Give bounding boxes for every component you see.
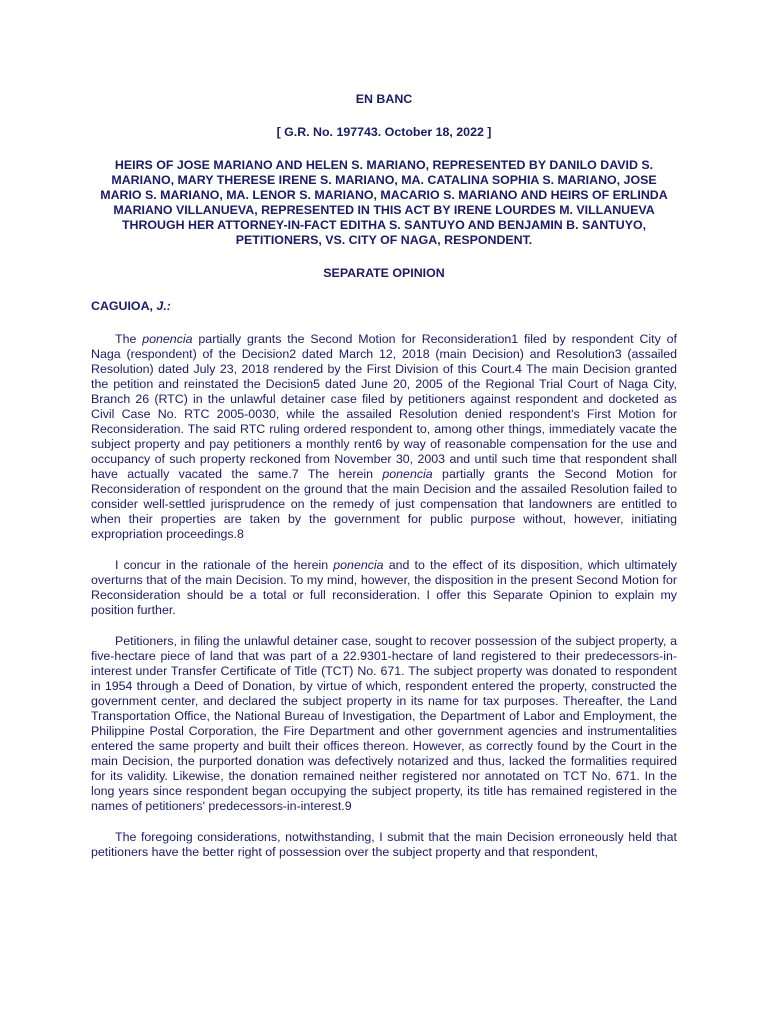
court-division-heading: EN BANC	[355, 92, 413, 106]
paragraph-2	[91, 558, 677, 618]
gr-number-heading: [ G.R. No. 197743. October 18, 2022 ]	[276, 125, 492, 139]
paragraph-2-text-a: I concur in the rationale of the herein	[115, 558, 334, 572]
case-title-heading: HEIRS OF JOSE MARIANO AND HELEN S. MARIANO, REPRESENTED BY DANILO DAVID S. MARIANO, MARY THERESE IRENE S. MARIANO, MA. CATALINA SOPHIA S. MARIANO, JOSE MARIO S. MARIANO, MA. LENOR S. MARIANO, MACARIO S. MARIANO AND HEIRS OF ERLINDA MARIANO VILLANUEVA, REPRESENTED IN THIS ACT BY IRENE LOURDES M. VILLANUEVA THROUGH HER ATTORNEY-IN-FACT EDITHA S. SANTUYO AND BENJAMIN B. SANTUYO, PETITIONERS, VS. CITY OF NAGA, RESPONDENT.	[100, 158, 668, 247]
author-title: J.:	[156, 299, 171, 313]
paragraph-1-text-a: The	[115, 332, 143, 346]
paragraph-1-text-e: partially grants the Second Motion for Reconsideration of respondent on the ground that the main Decision and the assailed Resolution failed to consider well-settled jurisprudence on the remedy of just compensation that landowners are entitled to when their properties are taken by the government for public purpose without, however, initiating expropriation proceedings.8	[91, 467, 677, 541]
author-line	[91, 299, 677, 314]
opinion-type-heading: SEPARATE OPINION	[323, 266, 445, 280]
paragraph-2-text-c: and to the effect of its disposition, which ultimately overturns that of the main Decision. To my mind, however, the disposition in the present Second Motion for Reconsideration should be a total or full reconsideration. I offer this Separate Opinion to explain my position further.	[91, 558, 677, 617]
document-page	[91, 92, 677, 876]
paragraph-4: The foregoing considerations, notwithstanding, I submit that the main Decision erroneously held that petitioners have the better right of possession over the subject property and that respondent,	[91, 830, 677, 859]
paragraph-1-text-c: partially grants the Second Motion for Reconsideration1 filed by respondent City of Naga (respondent) of the Decision2 dated March 12, 2018 (main Decision) and Resolution3 (assailed Resolution) dated July 23, 2018 rendered by the First Division of this Court.4 The main Decision granted the petition and reinstated the Decision5 dated June 20, 2005 of the Regional Trial Court of Naga City, Branch 26 (RTC) in the unlawful detainer case filed by petitioners against respondent and docketed as Civil Case No. RTC 2005-0030, while the assailed Resolution denied respondent's First Motion for Reconsideration. The said RTC ruling ordered respondent to, among other things, immediately vacate the subject property and pay petitioners a monthly rent6 by way of reasonable compensation for the use and occupancy of such property reckoned from November 30, 2003 and until such time that respondent shall have actually vacated the same.7 The herein	[91, 332, 678, 481]
paragraph-1	[91, 332, 677, 542]
paragraph-2-italic-b: ponencia	[333, 558, 384, 572]
paragraph-1-italic-d: ponencia	[382, 467, 433, 481]
paragraph-1-italic-b: ponencia	[142, 332, 193, 346]
author-name: CAGUIOA,	[91, 299, 153, 313]
paragraph-3: Petitioners, in filing the unlawful detainer case, sought to recover possession of the subject property, a five-hectare piece of land that was part of a 22.9301-hectare of land registered to their predecessors-in-interest under Transfer Certificate of Title (TCT) No. 671. The subject property was donated to respondent in 1954 through a Deed of Donation, by virtue of which, respondent entered the property, constructed the government center, and declared the subject property in its name for tax purposes. Thereafter, the Land Transportation Office, the National Bureau of Investigation, the Department of Labor and Employment, the Philippine Postal Corporation, the Fire Department and other government agencies and instrumentalities entered the same property and built their offices thereon. However, as correctly found by the Court in the main Decision, the purported donation was defectively notarized and thus, lacked the formalities required for its validity. Likewise, the donation remained neither registered nor annotated on TCT No. 671. In the long years since respondent began occupying the subject property, its title has remained registered in the names of petitioners' predecessors-in-interest.9	[91, 634, 677, 813]
